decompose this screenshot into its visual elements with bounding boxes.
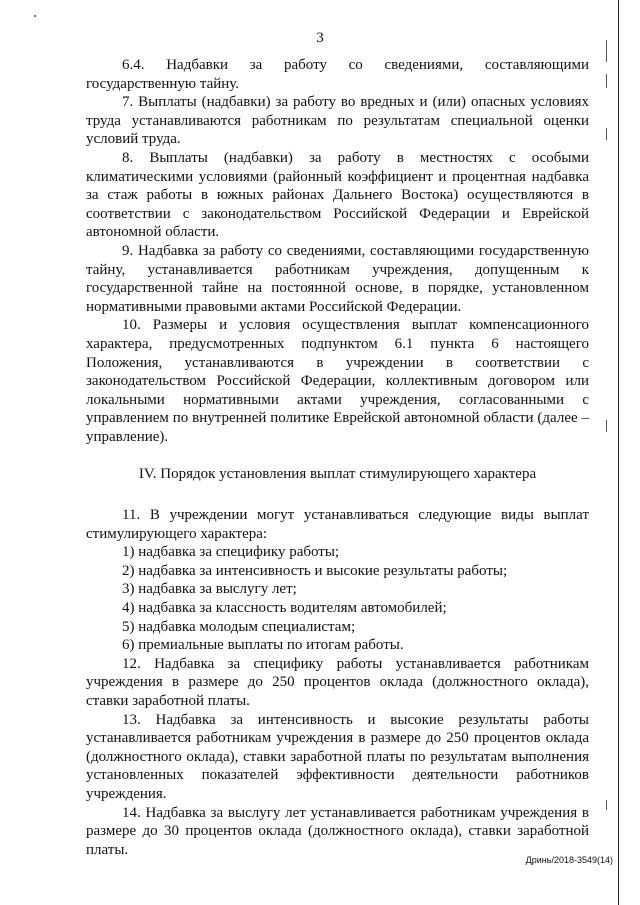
- document-code: Дринь/2018-3549(14): [525, 855, 613, 865]
- paragraph-13: 13. Надбавка за интенсивность и высокие результаты работы устанавливается работникам учреждения в размере до 250 процентов оклада (должностного оклада), ставки заработной платы по результатам выполнения установленных показателей эффективности деятельности работников учреждения.: [86, 711, 589, 802]
- document-body: [86, 56, 589, 859]
- list-item: 6) премиальные выплаты по итогам работы.: [122, 637, 404, 654]
- paragraph-10: 10. Размеры и условия осуществления выплат компенсационного характера, предусмотренных подпунктом 6.1 пункта 6 настоящего Положения, устанавливаются в учреждении в соответствии с законодательством Российской Федерации, коллективным договором или локальными нормативными актами учреждения, согласованными с управлением по внутренней политике Еврейской автономной области (далее – управление).: [86, 317, 589, 445]
- list-item: 3) надбавка за выслугу лет;: [122, 581, 297, 598]
- page-number: 3: [316, 30, 324, 46]
- list-item: 2) надбавка за интенсивность и высокие результаты работы;: [122, 562, 508, 579]
- paragraph-8: 8. Выплаты (надбавки) за работу в местностях с особыми климатическими условиями (районный коэффициент и процентная надбавка за стаж работы в южных районах Дальнего Востока) осуществляются в соответствии с законодательством Российской Федерации и Еврейской автономной области.: [86, 149, 589, 241]
- paragraph-9: 9. Надбавка за работу со сведениями, составляющими государственную тайну, устанавливается работникам учреждения, допущенным к государственной тайне на постоянной основе, в порядке, установленном нормативными правовыми актами Российской Федерации.: [86, 242, 589, 315]
- scan-margin-mark: [606, 800, 607, 810]
- scan-speck: [34, 15, 36, 17]
- scan-margin-mark: [606, 128, 607, 140]
- paragraph-12: 12. Надбавка за специфику работы устанавливается работникам учреждения в размере до 250 процентов оклада (должностного оклада), ставки заработной платы.: [86, 655, 589, 709]
- list-item: 5) надбавка молодым специалистам;: [122, 618, 356, 635]
- scan-margin-line: [618, 0, 619, 905]
- paragraph-14: 14. Надбавка за выслугу лет устанавливается работникам учреждения в размере до 30 процентов оклада (должностного оклада), ставки заработной платы.: [86, 804, 589, 858]
- paragraph-11: 11. В учреждении могут устанавливаться следующие виды выплат стимулирующего характера:: [86, 507, 589, 542]
- paragraph-7: 7. Выплаты (надбавки) за работу во вредных и (или) опасных условиях труда устанавливаются работникам по результатам специальной оценки условий труда.: [86, 94, 589, 148]
- list-item: 1) надбавка за специфику работы;: [122, 544, 340, 561]
- list-item: 4) надбавка за классность водителям автомобилей;: [122, 600, 447, 617]
- paragraph-6-4: 6.4. Надбавки за работу со сведениями, составляющими государственную тайну.: [86, 57, 589, 92]
- section-heading: IV. Порядок установления выплат стимулирующего характера: [138, 466, 537, 483]
- scan-margin-mark: [606, 420, 607, 432]
- scan-margin-mark: [606, 74, 607, 88]
